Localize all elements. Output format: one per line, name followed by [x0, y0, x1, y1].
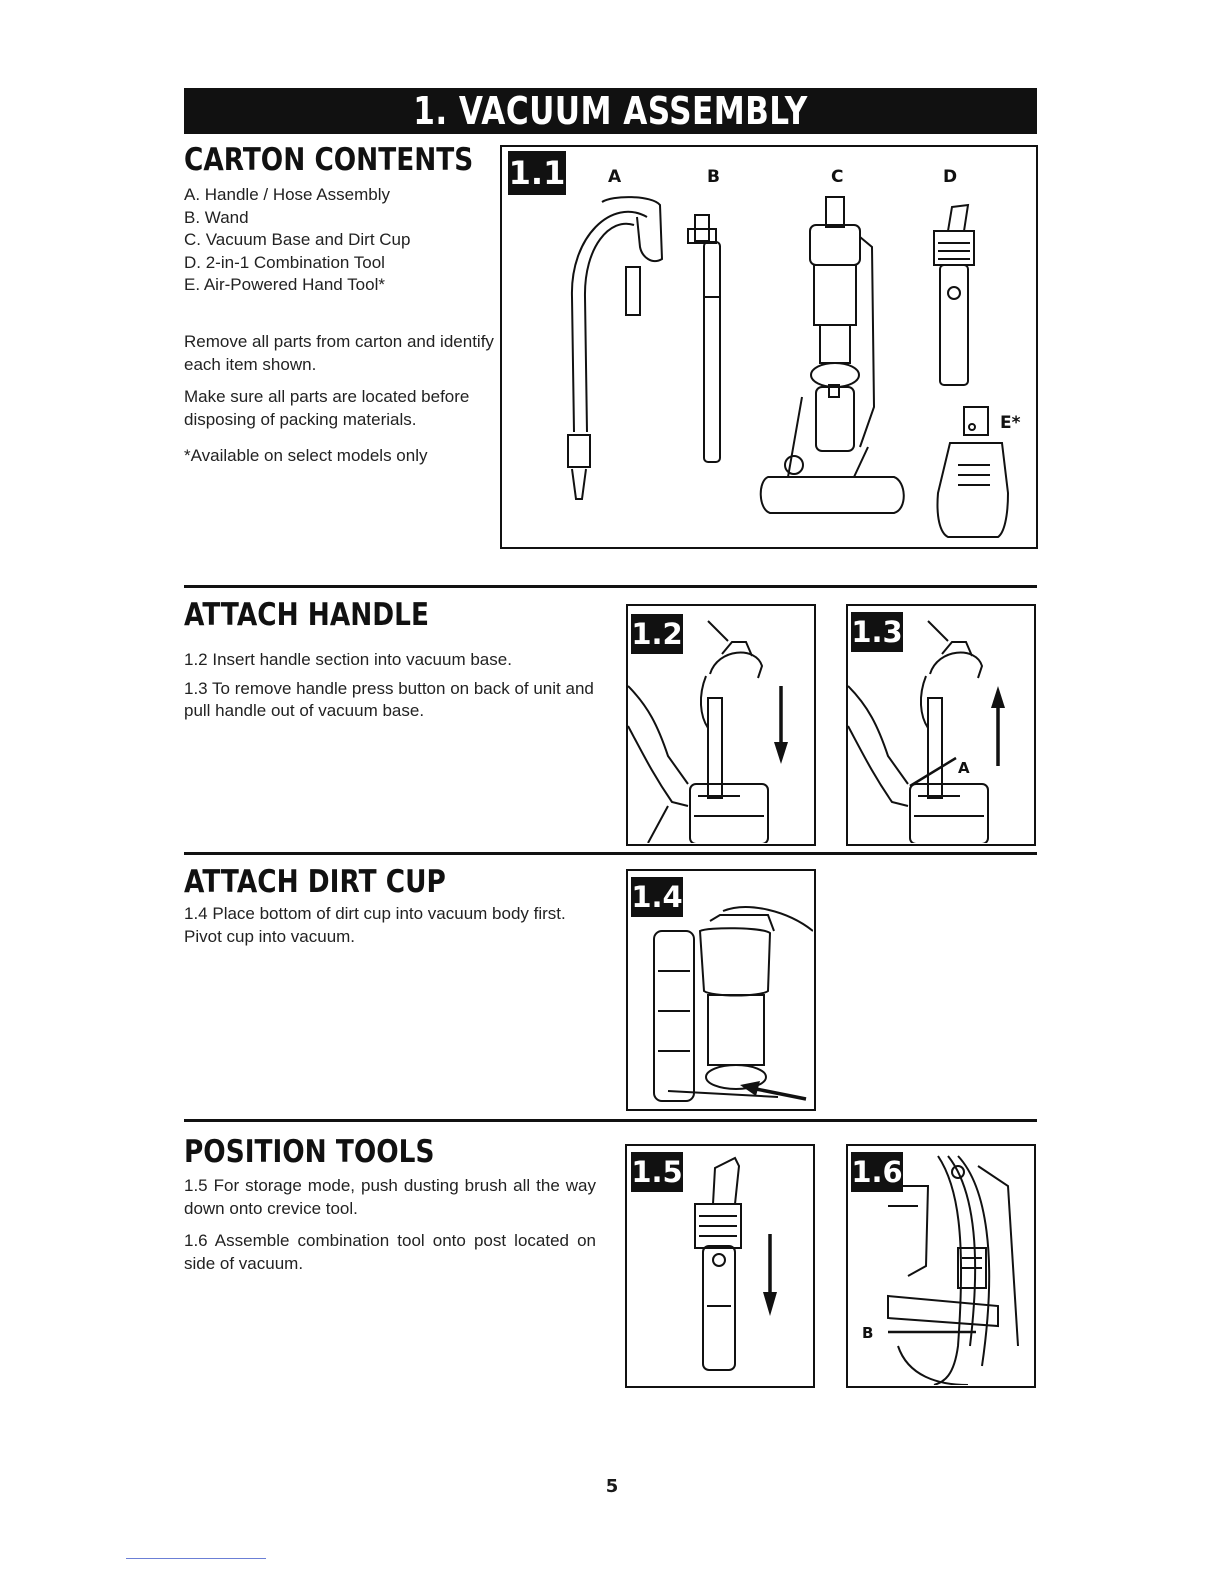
part-label-e: E*	[1000, 413, 1021, 433]
carton-contents-text	[184, 184, 504, 297]
figure-1-1	[500, 145, 1038, 549]
part-label-b: B	[707, 167, 720, 187]
part-label-d: D	[943, 167, 958, 187]
paragraph: 1.4 Place bottom of dirt cup into vacuum body first. Pivot cup into vacuum.	[184, 904, 566, 946]
list-item: E. Air-Powered Hand Tool*	[184, 275, 385, 294]
list-item: D. 2-in-1 Combination Tool	[184, 252, 385, 272]
figure-1-6	[846, 1144, 1036, 1388]
figure-1-4	[626, 869, 816, 1111]
footer-rule	[126, 1558, 266, 1559]
callout-b: B	[862, 1324, 874, 1342]
list-item: A. Handle / Hose Assembly	[184, 185, 390, 204]
part-label-c: C	[831, 167, 844, 187]
paragraph: 1.5 For storage mode, push dusting brush all the way down onto crevice tool.	[184, 1176, 596, 1218]
storage-mode-illustration	[627, 1146, 812, 1385]
section-divider	[184, 585, 1037, 588]
position-tools-heading: POSITION TOOLS	[184, 1134, 435, 1170]
figure-badge: 1.2	[631, 614, 683, 654]
section-divider	[184, 852, 1037, 855]
position-tools-text	[184, 1175, 596, 1285]
list-item: B. Wand	[184, 207, 249, 227]
carton-contents-heading: CARTON CONTENTS	[184, 142, 474, 178]
paragraph: 1.6 Assemble combination tool onto post located on side of vacuum.	[184, 1231, 596, 1273]
carton-contents-list	[184, 184, 504, 297]
attach-handle-text	[184, 649, 604, 733]
figure-1-5	[625, 1144, 815, 1388]
attach-handle-heading: ATTACH HANDLE	[184, 597, 429, 633]
carton-instructions	[184, 331, 499, 478]
figure-1-2	[626, 604, 816, 846]
figure-1-3	[846, 604, 1036, 846]
mount-tool-illustration	[848, 1146, 1033, 1385]
paragraph: Remove all parts from carton and identify each item shown.	[184, 332, 494, 374]
section-divider	[184, 1119, 1037, 1122]
section-banner	[184, 88, 1037, 134]
insert-handle-illustration	[628, 606, 813, 843]
figure-badge: 1.5	[631, 1152, 683, 1192]
page-number: 5	[605, 1476, 619, 1497]
attach-dirt-cup-heading: ATTACH DIRT CUP	[184, 864, 446, 900]
figure-badge: 1.4	[631, 877, 683, 917]
figure-badge: 1.1	[508, 151, 566, 195]
paragraph: Make sure all parts are located before disposing of packing materials.	[184, 387, 470, 429]
callout-a: A	[958, 759, 970, 777]
part-label-a: A	[608, 167, 622, 187]
parts-illustration	[502, 147, 1035, 546]
attach-dirt-cup-text	[184, 903, 604, 958]
paragraph: 1.3 To remove handle press button on back of unit and pull handle out of vacuum base.	[184, 678, 594, 720]
figure-badge: 1.6	[851, 1152, 903, 1192]
figure-badge: 1.3	[851, 612, 903, 652]
section-title: 1. VACUUM ASSEMBLY	[413, 89, 808, 133]
remove-handle-illustration	[848, 606, 1033, 843]
list-item: C. Vacuum Base and Dirt Cup	[184, 230, 411, 249]
paragraph: 1.2 Insert handle section into vacuum base.	[184, 650, 512, 669]
dirt-cup-illustration	[628, 871, 813, 1108]
paragraph: *Available on select models only	[184, 446, 428, 465]
